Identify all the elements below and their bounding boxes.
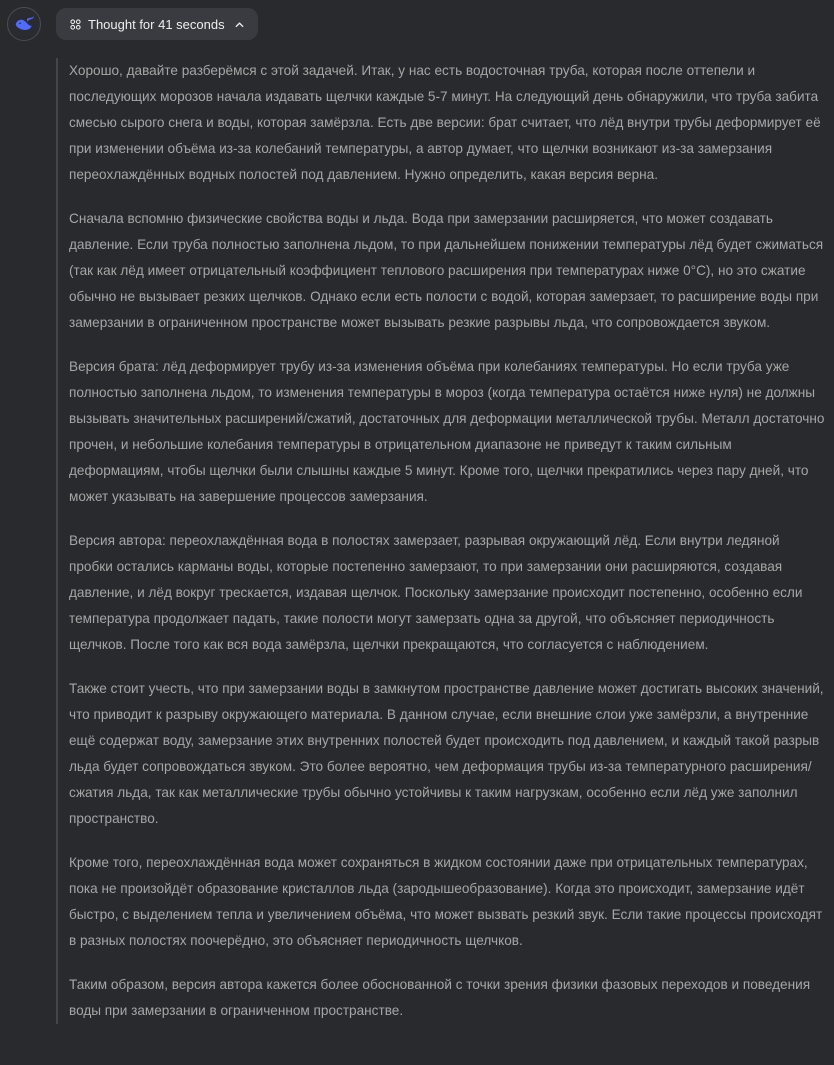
thought-toggle-button[interactable]	[56, 8, 258, 40]
thinking-paragraph: Сначала вспомню физические свойства воды и льда. Вода при замерзании расширяется, что может создавать давление. Если труба полностью заполнена льдом, то при дальнейшем понижении температуры лёд будет сжиматься (так как лёд имеет отрицательный коэффициент теплового расширения при температурах ниже 0°C), но это сжатие обычно не вызывает резких щелчков. Однако если есть полости с водой, которая замерзает, то расширение воды при замерзании в ограниченном пространстве может вызывать резкие разрывы льда, что сопровождается звуком.	[69, 211, 824, 330]
thinking-paragraph: Таким образом, версия автора кажется более обоснованной с точки зрения физики фазовых переходов и поведения воды при замерзании в ограниченном пространстве.	[69, 977, 811, 1018]
thinking-paragraph: Кроме того, переохлаждённая вода может сохраняться в жидком состоянии даже при отрицательных температурах, пока не произойдёт образование кристаллов льда (зародышеобразование). Когда это происходит, замерзание идёт быстро, с выделением тепла и увеличением объёма, что может вызвать резкий звук. Если такие процессы происходят в разных полостях поочерёдно, это объясняет периодичность щелчков.	[69, 855, 823, 948]
thought-duration-label: Thought for 41 seconds	[88, 16, 225, 32]
thinking-icon	[70, 19, 81, 30]
thinking-paragraph: Также стоит учесть, что при замерзании воды в замкнутом пространстве давление может достигать высоких значений, что приводит к разрыву окружающего материала. В данном случае, если внешние слои уже замёрзли, а внутренние ещё содержат воду, замерзание этих внутренних полостей будет происходить под давлением, и каждый такой разрыв льда будет сопровождаться звуком. Это более вероятно, чем деформация трубы из-за температурного расширения/сжатия льда, так как металлические трубы обычно устойчивы к таким нагрузкам, особенно если лёд уже заполнил пространство.	[69, 681, 824, 826]
thinking-paragraph: Хорошо, давайте разберёмся с этой задачей. Итак, у нас есть водосточная труба, которая после оттепели и последующих морозов начала издавать щелчки каждые 5-7 минут. На следующий день обнаружили, что труба забита смесью сырого снега и воды, которая замёрзла. Есть две версии: брат считает, что лёд внутри трубы деформирует её при изменении объёма из-за колебаний температуры, а автор думает, что щелчки возникают из-за замерзания переохлаждённых водных полостей под давлением. Нужно определить, какая версия верна.	[69, 63, 821, 182]
assistant-avatar	[7, 7, 41, 41]
thinking-content	[56, 58, 826, 1024]
chevron-up-icon	[234, 19, 245, 30]
thinking-paragraph: Версия брата: лёд деформирует трубу из-за изменения объёма при колебаниях температуры. Но если труба уже полностью заполнена льдом, то изменения температуры в мороз (когда температура остаётся ниже нуля) не должны вызывать значительных расширений/сжатий, достаточных для деформации металлической трубы. Металл достаточно прочен, и небольшие колебания температуры в отрицательном диапазоне не приведут к таким сильным деформациям, чтобы щелчки были слышны каждые 5 минут. Кроме того, щелчки прекратились через пару дней, что может указывать на завершение процессов замерзания.	[69, 359, 825, 504]
thinking-paragraph: Версия автора: переохлаждённая вода в полостях замерзает, разрывая окружающий лёд. Если внутри ледяной пробки остались карманы воды, которые постепенно замерзают, то при замерзании они расширяются, создавая давление, и лёд вокруг трескается, издавая щелчок. Поскольку замерзание происходит постепенно, особенно если температура продолжает падать, такие полости могут замерзать одна за другой, что объясняет периодичность щелчков. После того как вся вода замёрзла, щелчки прекращаются, что согласуется с наблюдением.	[69, 533, 803, 652]
whale-icon	[13, 15, 35, 33]
